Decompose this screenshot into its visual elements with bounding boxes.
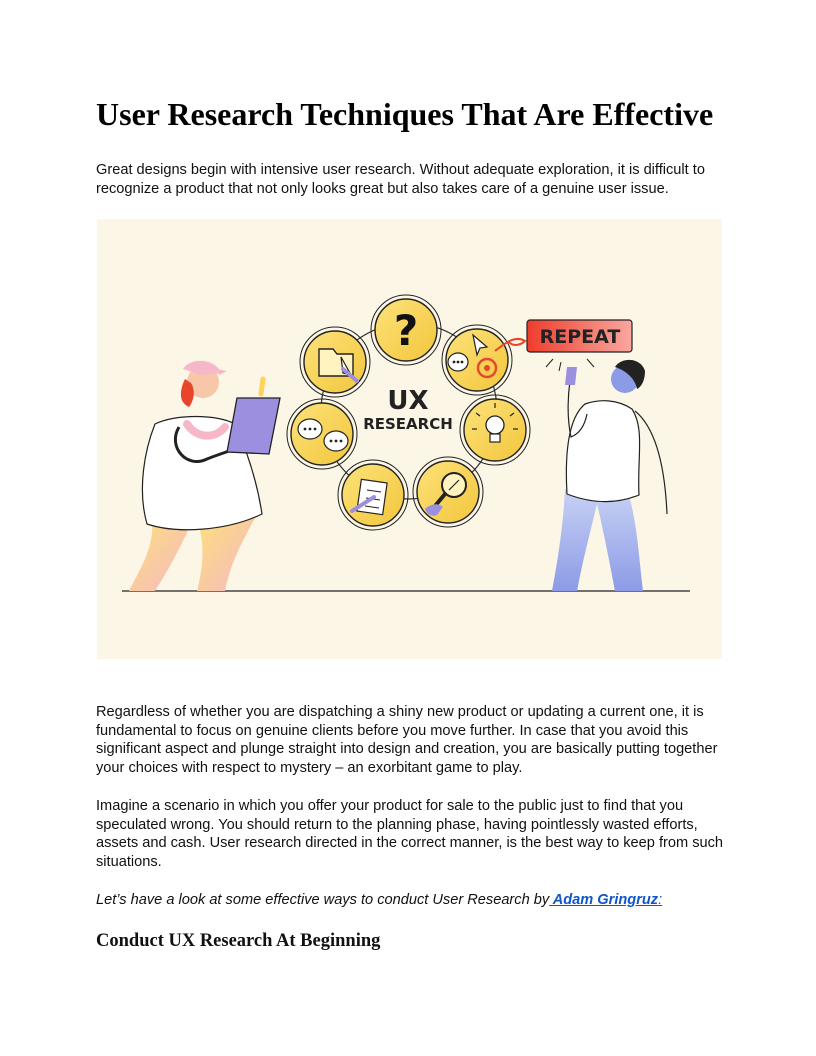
question-mark: ? [393,306,419,355]
research-subtitle: RESEARCH [363,415,453,433]
body-paragraph-2: Imagine a scenario in which you offer your product for sale to the public just to find that you speculated wrong. You should return to the planning phase, having pointlessly wasted efforts, assets and cash. User research directed in the correct manner, is the best way to keep from such situations. [96,798,724,870]
woman-with-clipboard [129,361,280,591]
folder-cursor-icon [300,327,370,397]
magnifier-icon [413,457,483,527]
repeat-sign-text: REPEAT [539,326,621,348]
body-paragraph-3 [96,891,726,910]
lightbulb-icon [460,395,530,465]
chat-bubbles-icon [287,399,357,469]
author-link-suffix: : [658,892,663,908]
page-title: User Research Techniques That Are Effective [96,96,714,132]
ux-title: UX [387,386,429,416]
repeat-sign [527,320,632,371]
ux-research-illustration [97,219,722,659]
paragraph-3-text: Let’s have a look at some effective ways to conduct User Research by [96,892,550,908]
body-paragraph-1: Regardless of whether you are dispatching a shiny new product or updating a current one, it is fundamental to focus on genuine clients before you move further. In case that you avoid this significant aspect and plunge straight into design and creation, you are basically putting together your choices with respect to mystery – an exorbitant game to play. [96,704,718,776]
question-icon [371,295,441,365]
man-pointing-at-sign [552,360,667,591]
checklist-icon [338,460,408,530]
author-link[interactable]: Adam Gringruz [549,892,659,908]
intro-paragraph: Great designs begin with intensive user research. Without adequate exploration, it is difficult to recognize a product that not only looks great but also takes care of a genuine user issue. [96,162,705,197]
section-heading: Conduct UX Research At Beginning [96,931,381,951]
